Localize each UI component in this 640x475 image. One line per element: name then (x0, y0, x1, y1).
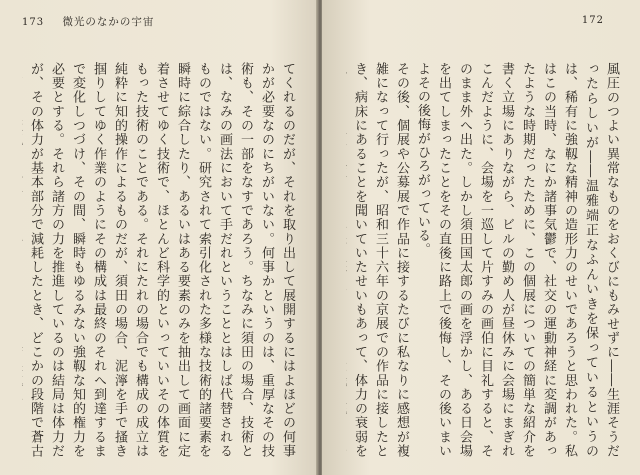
right-page-body-text (346, 62, 622, 458)
left-page-number: 173 (22, 17, 45, 28)
left-page-header (22, 14, 154, 29)
left-page-body-text (22, 62, 298, 458)
right-page-paragraph: 風圧のつよい異常なものをおくびにもみせずに――生涯そうだったらしいが――温雅端正なふんいきを保っているというのは、稀有に強靱な精神の造形力のせいであろうと思われた。私はこの当時、なにか諸事気鬱で、社交の運動神経に変調があったような時期だったために、この個展についての簡単な紹介を書く立場にありながら、ビルの勤め人が昼休みに会場にまぎれこんだように、会場を一巡して片すみの画伯に目礼すると、そのまま外へ出た。しかし須田国太郎の画を浮かし、ある日会場を出てしまったことをその直後に路上で後悔し、その後いまいよその後悔がひろがっている。 その後、個展や公募展で作品に接するたびに私なりに感想が複雑になって行ったが、昭和三十六年の京展での作品に接したとき、病床にあることを聞いていたせいもあって、体力の衰弱を (352, 62, 619, 458)
left-page-paragraph: てくれるのだが、それを取り出して展開するにはよほどの何事かが必要なのにちがいない。何事かというのは、重厚なその技術も、その一部をなすであろう。ちなみに須田の場合、技術とは、なみの画法において手だれということとはしば代替されるものではない。研究されて索引化された多様な技術的諸要素を瞬時に綜合したり、あるいはある要素のみを抽出して画面に定着させてゆく技術で、ほとんど科学的といっていいその体質をもった技術のことである。それにたれの場合でも構成の成立は純粋に知的操作によるものだが、須田の場合、泥濘を手で搔き掴りしてゆく作業のようにその構成は最終のそれへ到達するまで変化しつづけ、その間、瞬時もゆるみない強靱な知的権力を必要とする。それら諸方の力を推進しているのは結局は体力だが、その体力が基本部分で減耗したとき、どこかの段階で蒼古 (28, 62, 295, 458)
running-title: 微光のなかの宇宙 (62, 16, 155, 28)
right-page-number: 172 (581, 15, 604, 26)
right-page-header (582, 14, 618, 26)
left-page (0, 0, 318, 475)
right-page (322, 0, 640, 475)
